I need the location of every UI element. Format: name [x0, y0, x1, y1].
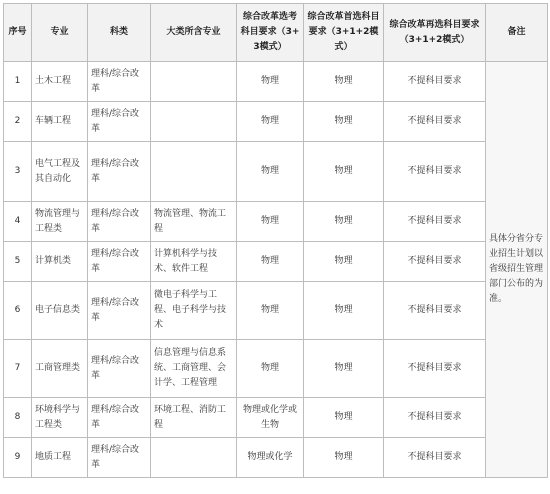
cell-category: 理科/综合改革	[88, 202, 151, 242]
cell-major: 车辆工程	[32, 102, 88, 142]
cell-first-choice: 物理	[304, 142, 384, 202]
cell-second-choice: 不提科目要求	[384, 438, 486, 478]
cell-req-3-3: 物理	[237, 102, 304, 142]
cell-includes	[151, 142, 237, 202]
cell-req-3-3: 物理	[237, 142, 304, 202]
table-row	[4, 438, 548, 478]
header-category: 科类	[88, 4, 151, 62]
cell-major: 物流管理与工程类	[32, 202, 88, 242]
cell-second-choice: 不提科目要求	[384, 242, 486, 282]
header-note: 备注	[486, 4, 548, 62]
header-second-choice: 综合改革再选科目要求（3+1+2模式）	[384, 4, 486, 62]
table-row	[4, 398, 548, 438]
cell-major: 土木工程	[32, 62, 88, 102]
cell-includes	[151, 62, 237, 102]
cell-major: 环境科学与工程类	[32, 398, 88, 438]
cell-req-3-3: 物理	[237, 340, 304, 398]
cell-major: 地质工程	[32, 438, 88, 478]
cell-category: 理科/综合改革	[88, 242, 151, 282]
cell-first-choice: 物理	[304, 340, 384, 398]
cell-major: 计算机类	[32, 242, 88, 282]
table-row	[4, 102, 548, 142]
cell-req-3-3: 物理或化学或生物	[237, 398, 304, 438]
header-row	[4, 4, 548, 62]
cell-no: 1	[4, 62, 32, 102]
table-row	[4, 142, 548, 202]
cell-first-choice: 物理	[304, 102, 384, 142]
cell-no: 3	[4, 142, 32, 202]
cell-major: 电子信息类	[32, 282, 88, 340]
cell-req-3-3: 物理或化学	[237, 438, 304, 478]
table-row	[4, 62, 548, 102]
cell-req-3-3: 物理	[237, 62, 304, 102]
cell-first-choice: 物理	[304, 62, 384, 102]
cell-req-3-3: 物理	[237, 242, 304, 282]
majors-table	[3, 3, 548, 478]
cell-category: 理科/综合改革	[88, 438, 151, 478]
cell-major: 电气工程及其自动化	[32, 142, 88, 202]
cell-first-choice: 物理	[304, 438, 384, 478]
cell-second-choice: 不提科目要求	[384, 340, 486, 398]
cell-category: 理科/综合改革	[88, 282, 151, 340]
header-no: 序号	[4, 4, 32, 62]
table-row	[4, 282, 548, 340]
header-first-choice: 综合改革首选科目要求（3+1+2模式）	[304, 4, 384, 62]
table-row	[4, 202, 548, 242]
cell-second-choice: 不提科目要求	[384, 142, 486, 202]
cell-includes: 微电子科学与工程、电子科学与技术	[151, 282, 237, 340]
cell-second-choice: 不提科目要求	[384, 282, 486, 340]
header-major: 专业	[32, 4, 88, 62]
cell-note: 具体分省分专业招生计划以省级招生管理部门公布的为准。	[486, 62, 548, 478]
cell-second-choice: 不提科目要求	[384, 62, 486, 102]
cell-first-choice: 物理	[304, 398, 384, 438]
cell-includes: 环境工程、消防工程	[151, 398, 237, 438]
header-req-3-3: 综合改革选考科目要求（3+3模式）	[237, 4, 304, 62]
cell-first-choice: 物理	[304, 202, 384, 242]
cell-includes	[151, 438, 237, 478]
cell-no: 5	[4, 242, 32, 282]
cell-category: 理科/综合改革	[88, 62, 151, 102]
cell-no: 8	[4, 398, 32, 438]
cell-includes: 物流管理、物流工程	[151, 202, 237, 242]
cell-req-3-3: 物理	[237, 202, 304, 242]
cell-no: 6	[4, 282, 32, 340]
cell-includes: 计算机科学与技术、软件工程	[151, 242, 237, 282]
cell-req-3-3: 物理	[237, 282, 304, 340]
cell-first-choice: 物理	[304, 282, 384, 340]
cell-major: 工商管理类	[32, 340, 88, 398]
cell-includes	[151, 102, 237, 142]
cell-no: 4	[4, 202, 32, 242]
cell-no: 7	[4, 340, 32, 398]
cell-second-choice: 不提科目要求	[384, 202, 486, 242]
cell-no: 2	[4, 102, 32, 142]
table-row	[4, 340, 548, 398]
cell-second-choice: 不提科目要求	[384, 102, 486, 142]
cell-category: 理科/综合改革	[88, 142, 151, 202]
cell-category: 理科/综合改革	[88, 340, 151, 398]
cell-category: 理科/综合改革	[88, 398, 151, 438]
table-row	[4, 242, 548, 282]
cell-category: 理科/综合改革	[88, 102, 151, 142]
cell-no: 9	[4, 438, 32, 478]
cell-includes: 信息管理与信息系统、工商管理、会计学、工程管理	[151, 340, 237, 398]
header-includes: 大类所含专业	[151, 4, 237, 62]
cell-second-choice: 不提科目要求	[384, 398, 486, 438]
cell-first-choice: 物理	[304, 242, 384, 282]
